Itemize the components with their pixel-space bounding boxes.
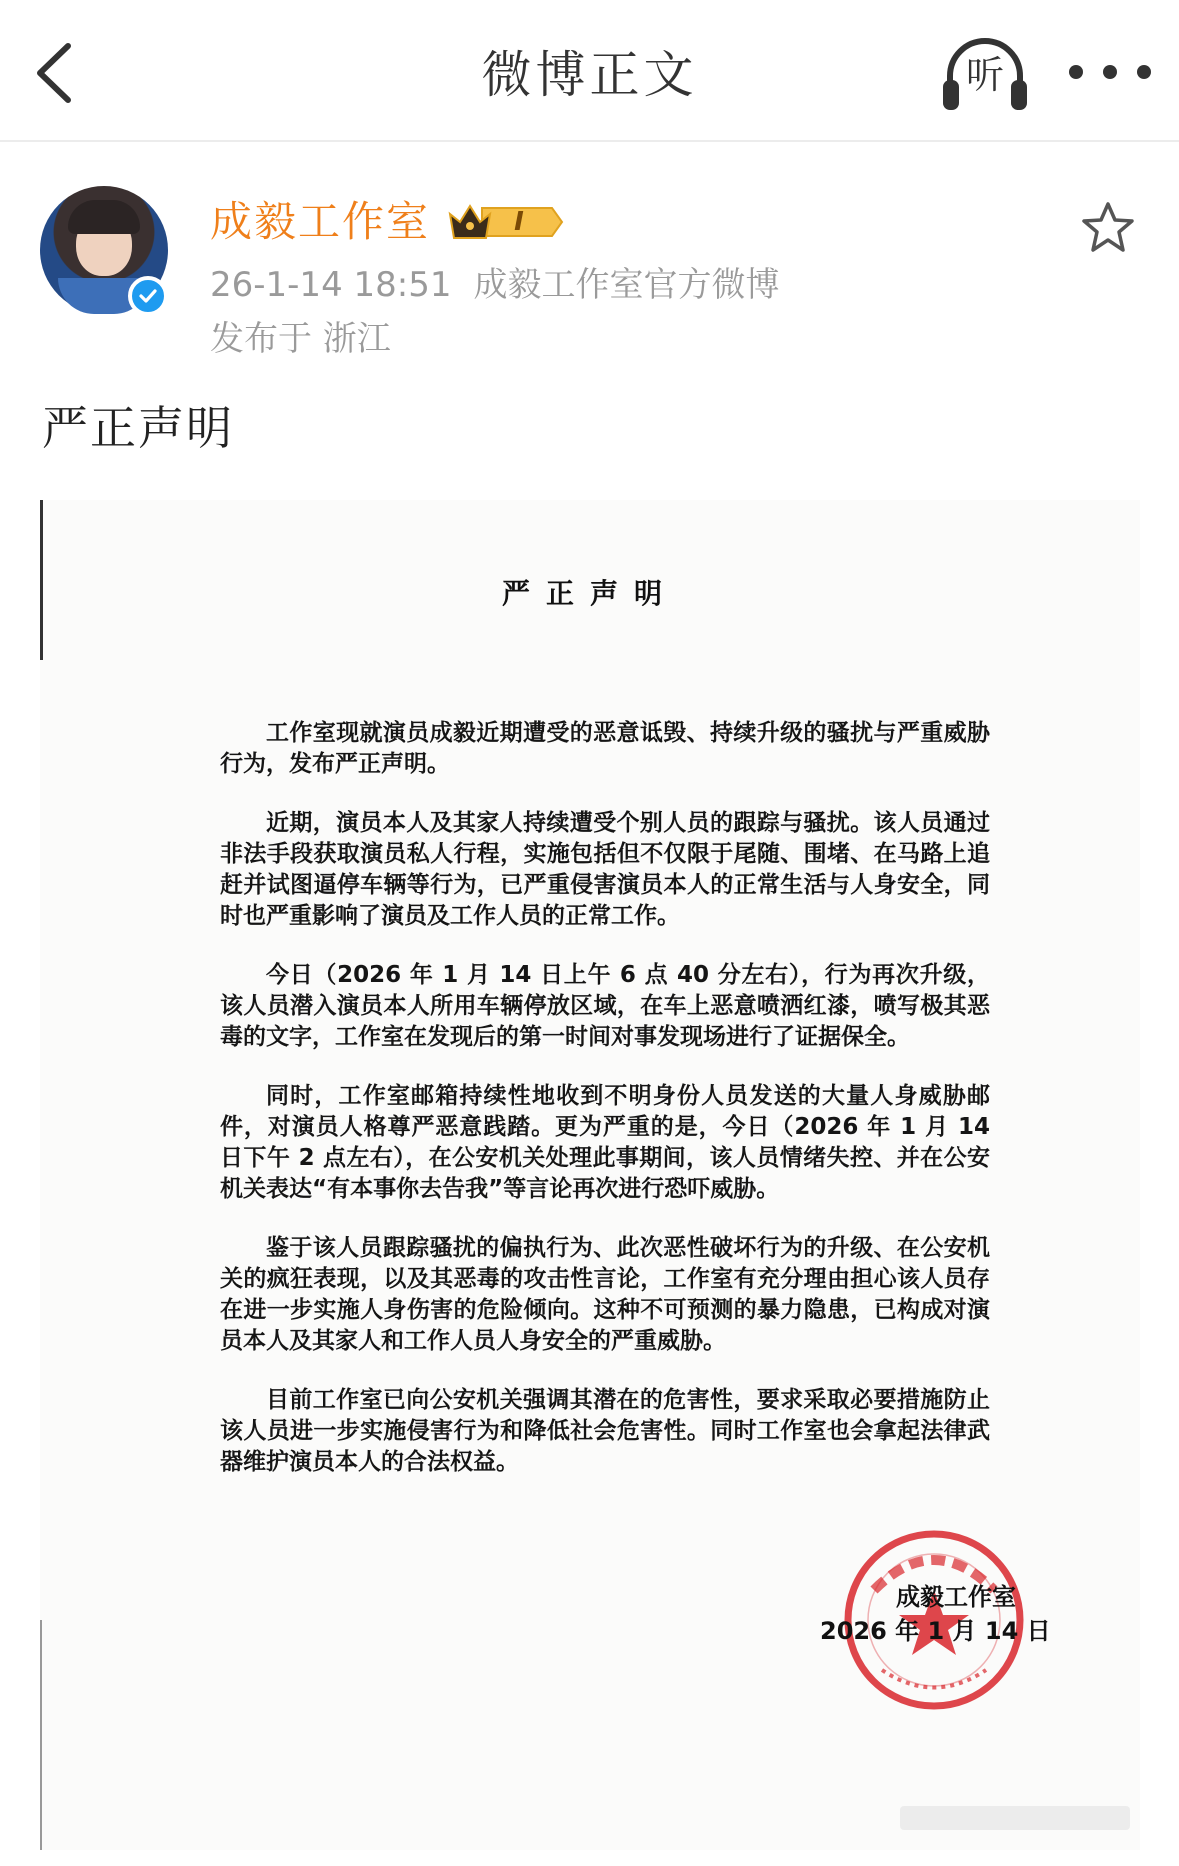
author-name[interactable]: 成毅工作室: [210, 197, 431, 246]
document-paragraph: 今日（2026 年 1 月 14 日上午 6 点 40 分左右），行为再次升级，该人员潜入演员本人所用车辆停放区域，在车上恶意喷洒红漆，喷写极其恶毒的文字，工作室在发现后的第一时间对事发现场进行了证据保全。: [220, 962, 990, 1050]
post-meta: [210, 260, 802, 310]
verified-badge: [128, 276, 168, 316]
signature-date: 2026 年 1 月 14 日: [820, 1617, 1051, 1645]
post-text: 严正声明: [42, 401, 234, 455]
avatar-hair: [68, 200, 140, 234]
verified-check-icon: [138, 286, 158, 306]
document-paragraph: 鉴于该人员跟踪骚扰的偏执行为、此次恶性破坏行为的升级、在公安机关的疯狂表现，以及其恶毒的攻击性言论，工作室有充分理由担心该人员存在进一步实施人身伤害的危险倾向。这种不可预测的暴力隐患，已构成对演员本人及其家人和工作人员人身安全的严重威胁。: [220, 1235, 990, 1354]
paper-edge: [40, 1620, 42, 1850]
star-icon: [1080, 200, 1136, 256]
vip-badge[interactable]: [448, 200, 564, 244]
document-body: [220, 718, 990, 1506]
vip-level: I: [514, 207, 524, 237]
post-timestamp: 26-1-14 18:51: [210, 265, 452, 305]
document-signature: [820, 1580, 1051, 1648]
page-title: 微博正文: [481, 46, 698, 104]
weibo-watermark: [900, 1800, 1130, 1836]
document-title: 严正声明: [501, 577, 678, 610]
document-paragraph: 工作室现就演员成毅近期遭受的恶意诋毁、持续升级的骚扰与严重威胁行为，发布严正声明。: [220, 720, 990, 777]
listen-button[interactable]: [940, 36, 1030, 116]
favorite-button[interactable]: [1080, 200, 1136, 256]
post-source[interactable]: 成毅工作室官方微博: [473, 265, 780, 305]
more-dots-icon: [1060, 50, 1160, 94]
statement-image[interactable]: [40, 500, 1140, 1850]
post-location: 发布于 浙江: [210, 319, 391, 359]
more-button[interactable]: [1060, 50, 1160, 94]
document-paragraph: 目前工作室已向公安机关强调其潜在的危害性，要求采取必要措施防止该人员进一步实施侵害行为和降低社会危害性。同时工作室也会拿起法律武器维护演员本人的合法权益。: [220, 1387, 990, 1475]
document-paragraph: 近期，演员本人及其家人持续遭受个别人员的跟踪与骚扰。该人员通过非法手段获取演员私人行程，实施包括但不仅限于尾随、围堵、在马路上追赶并试图逼停车辆等行为，已严重侵害演员本人的正常生活与人身安全，同时也严重影响了演员及工作人员的正常工作。: [220, 810, 990, 929]
document-paragraph: 同时，工作室邮箱持续性地收到不明身份人员发送的大量人身威胁邮件，对演员人格尊严恶意践踏。更为严重的是，今日（2026 年 1 月 14 日下午 2 点左右），在公安机关处理此事期间，该人员情绪失控、并在公安机关表达“有本事你去告我”等言论再次进行恐吓威胁。: [220, 1083, 990, 1202]
top-nav-bar: [0, 0, 1179, 142]
signature-org: 成毅工作室: [896, 1583, 1016, 1611]
listen-label: 听: [965, 53, 1004, 97]
